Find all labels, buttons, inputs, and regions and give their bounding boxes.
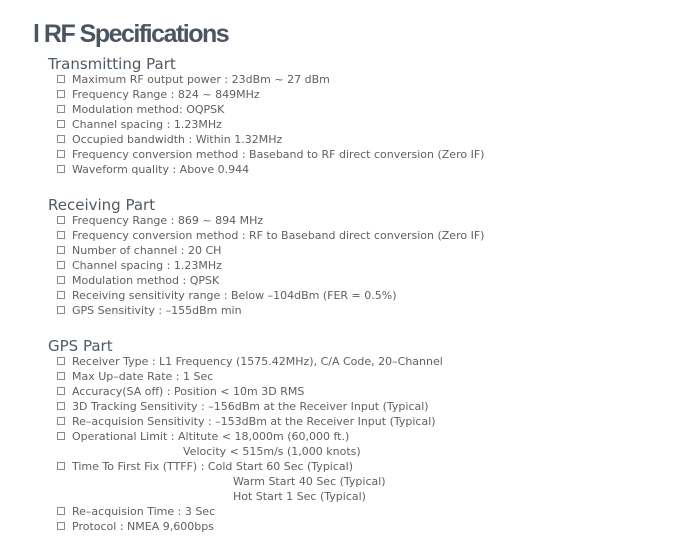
checkbox-icon: [57, 387, 65, 395]
list-item: [57, 399, 443, 414]
list-item: [57, 228, 484, 243]
list-item: [57, 429, 443, 444]
checkbox-icon: [57, 165, 65, 173]
checkbox-icon: [57, 150, 65, 158]
checkbox-icon: [57, 261, 65, 269]
checkbox-icon: [57, 231, 65, 239]
spec-text: Waveform quality : Above 0.944: [72, 163, 250, 176]
list-item: [57, 303, 484, 318]
list-item: [57, 87, 484, 102]
checkbox-icon: [57, 120, 65, 128]
list-item: [57, 102, 484, 117]
spec-text: Time To First Fix (TTFF) : Cold Start 60 Sec (Typical): [72, 460, 353, 473]
checkbox-icon: [57, 462, 65, 470]
list-item: [57, 369, 443, 384]
spec-text: Accuracy(SA off) : Position < 10m 3D RMS: [72, 385, 305, 398]
list-item: [57, 132, 484, 147]
spec-text: Operational Limit : Altitute < 18,000m (60,000 ft.): [72, 430, 350, 443]
list-item: [57, 459, 443, 474]
list-item-continuation: [57, 474, 443, 489]
spec-text: Re–acquision Sensitivity : –153dBm at the Receiver Input (Typical): [72, 415, 436, 428]
list-item-continuation: [57, 489, 443, 504]
spec-text: Frequency Range : 869 ~ 894 MHz: [72, 214, 264, 227]
receiving-spec-list: [57, 213, 484, 318]
list-item: [57, 117, 484, 132]
checkbox-icon: [57, 75, 65, 83]
checkbox-icon: [57, 105, 65, 113]
spec-text: 3D Tracking Sensitivity : –156dBm at the Receiver Input (Typical): [72, 400, 429, 413]
spec-text: Frequency conversion method : RF to Baseband direct conversion (Zero IF): [72, 229, 485, 242]
list-item: [57, 414, 443, 429]
list-item: [57, 519, 443, 534]
spec-text: Max Up–date Rate : 1 Sec: [72, 370, 214, 383]
list-item: [57, 147, 484, 162]
checkbox-icon: [57, 372, 65, 380]
gps-part-heading: GPS Part: [48, 337, 113, 355]
transmitting-spec-list: [57, 72, 484, 177]
checkbox-icon: [57, 276, 65, 284]
page-title: l RF Specifications: [33, 20, 229, 48]
transmitting-part-heading: Transmitting Part: [48, 55, 176, 73]
list-item: [57, 288, 484, 303]
list-item: [57, 243, 484, 258]
list-item: [57, 213, 484, 228]
list-item: [57, 162, 484, 177]
checkbox-icon: [57, 402, 65, 410]
checkbox-icon: [57, 417, 65, 425]
spec-text: Hot Start 1 Sec (Typical): [233, 490, 366, 503]
spec-text: Receiving sensitivity range : Below –104dBm (FER = 0.5%): [72, 289, 397, 302]
spec-text: Modulation method: OQPSK: [72, 103, 225, 116]
checkbox-icon: [57, 522, 65, 530]
list-item-continuation: [57, 444, 443, 459]
checkbox-icon: [57, 357, 65, 365]
list-item: [57, 384, 443, 399]
list-item: [57, 354, 443, 369]
spec-text: Receiver Type : L1 Frequency (1575.42MHz), C/A Code, 20–Channel: [72, 355, 443, 368]
checkbox-icon: [57, 246, 65, 254]
checkbox-icon: [57, 135, 65, 143]
list-item: [57, 72, 484, 87]
list-item: [57, 258, 484, 273]
receiving-part-heading: Receiving Part: [48, 196, 156, 214]
checkbox-icon: [57, 90, 65, 98]
list-item: [57, 273, 484, 288]
list-item: [57, 504, 443, 519]
checkbox-icon: [57, 291, 65, 299]
spec-text: Number of channel : 20 CH: [72, 244, 222, 257]
spec-text: Channel spacing : 1.23MHz: [72, 118, 222, 131]
spec-text: Protocol : NMEA 9,600bps: [72, 520, 214, 533]
spec-text: Channel spacing : 1.23MHz: [72, 259, 222, 272]
spec-text: Velocity < 515m/s (1,000 knots): [183, 445, 361, 458]
spec-text: Frequency conversion method : Baseband to RF direct conversion (Zero IF): [72, 148, 485, 161]
spec-text: Frequency Range : 824 ~ 849MHz: [72, 88, 260, 101]
checkbox-icon: [57, 306, 65, 314]
spec-text: Modulation method : QPSK: [72, 274, 220, 287]
spec-text: Maximum RF output power : 23dBm ~ 27 dBm: [72, 73, 330, 86]
spec-text: Re–acquision Time : 3 Sec: [72, 505, 216, 518]
checkbox-icon: [57, 216, 65, 224]
gps-spec-list: [57, 354, 443, 534]
checkbox-icon: [57, 432, 65, 440]
spec-text: GPS Sensitivity : –155dBm min: [72, 304, 242, 317]
checkbox-icon: [57, 507, 65, 515]
spec-text: Occupied bandwidth : Within 1.32MHz: [72, 133, 283, 146]
spec-text: Warm Start 40 Sec (Typical): [233, 475, 386, 488]
